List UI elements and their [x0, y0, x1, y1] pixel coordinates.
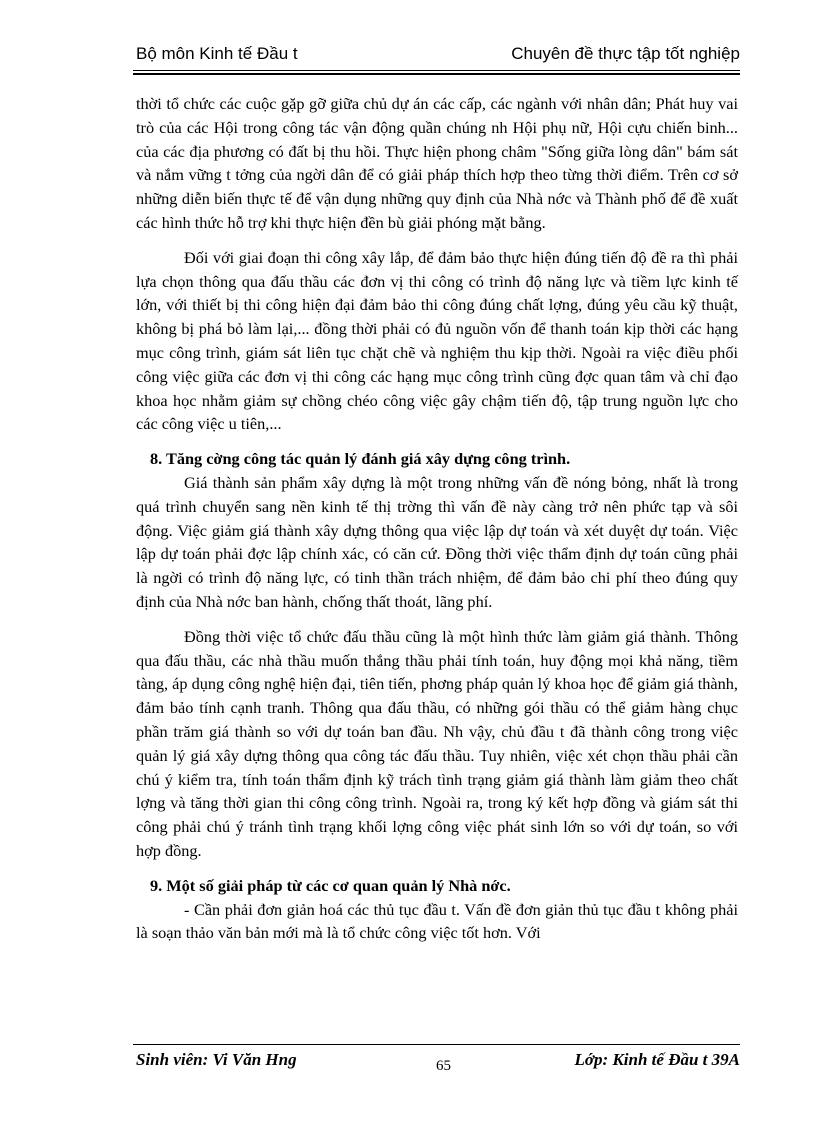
header-department: Bộ môn Kinh tế Đầu t	[136, 44, 298, 63]
page-footer	[136, 1050, 740, 1080]
header-rule	[133, 70, 740, 75]
footer-class: Lớp: Kinh tế Đầu t 39A	[574, 1050, 740, 1069]
footer-student: Sinh viên: Vi Văn Hng	[136, 1050, 297, 1069]
section-heading-9: 9. Một số giải pháp từ các cơ quan quản lý Nhà nớc.	[150, 875, 511, 895]
page-header	[136, 44, 740, 70]
paragraph-4: Đồng thời việc tổ chức đấu thầu cũng là một hình thức làm giảm giá thành. Thông qua đấu thầu, các nhà thầu muốn thắng thầu phải tính toán, huy động mọi khả năng, tiềm tàng, áp dụng công nghệ hiện đại, tiên tiến, phơng pháp quản lý khoa học để giảm giá thành, đảm bảo tính cạnh tranh. Thông qua đấu thầu, có những gói thầu có thể giảm hàng chục phần trăm giá thành so với dự toán ban đầu. Nh vậy, chủ đầu t đã thành công trong việc quản lý giá xây dựng thông qua công tác đấu thầu. Tuy nhiên, việc xét chọn thầu phải cần chú ý kiểm tra, tính toán thẩm định kỹ trách tình trạng giảm giá thành làm giảm theo chất lợng và tăng thời gian thi công công trình. Ngoài ra, trong ký kết hợp đồng và giám sát thi công phải chú ý tránh tình trạng khối lợng công việc phát sinh lớn so với dự toán, so với hợp đồng.	[136, 626, 738, 860]
header-report-title: Chuyên đề thực tập tốt nghiệp	[511, 44, 740, 63]
footer-rule	[133, 1044, 740, 1045]
page-body	[136, 92, 738, 945]
paragraph-2: Đối với giai đoạn thi công xây lắp, để đảm bảo thực hiện đúng tiến độ đề ra thì phải lựa chọn thông qua đấu thầu các đơn vị thi công có trình độ năng lực và tiềm lực kinh tế lớn, với thiết bị thi công hiện đại đảm bảo thi công đúng chất lợng, đúng yêu cầu kỹ thuật, không bị phá bỏ làm lại,... đồng thời phải có đủ nguồn vốn để thanh toán kịp thời các hạng mục công trình, giám sát liên tục chặt chẽ và nghiệm thu kịp thời. Ngoài ra việc điều phối công việc giữa các đơn vị thi công các hạng mục công trình cũng đợc quan tâm và chỉ đạo khoa học nhằm giảm sự chồng chéo công việc gây chậm tiến độ, tập trung nguồn lực cho các công việc u tiên,...	[136, 247, 738, 434]
paragraph-5: - Cần phải đơn giản hoá các thủ tục đầu t. Vấn đề đơn giản thủ tục đầu t không phải là soạn thảo văn bản mới mà là tổ chức công việc tốt hơn. Với	[136, 899, 738, 943]
paragraph-3: Giá thành sản phẩm xây dựng là một trong những vấn đề nóng bỏng, nhất là trong quá trình chuyển sang nền kinh tế thị trờng thì vấn đề này càng trở nên phức tạp và sôi động. Việc giảm giá thành xây dựng thông qua việc lập dự toán và xét duyệt dự toán. Việc lập dự toán phải đợc lập chính xác, có căn cứ. Đồng thời việc thẩm định dự toán cũng phải là ngời có trình độ năng lực, có tinh thần trách nhiệm, để đảm bảo chi phí theo đúng quy định của Nhà nớc ban hành, chống thất thoát, lãng phí.	[136, 472, 738, 611]
page-number: 65	[436, 1058, 451, 1074]
paragraph-1: thời tổ chức các cuộc gặp gỡ giữa chủ dự án các cấp, các ngành với nhân dân; Phát huy vai trò của các Hội trong công tác vận động quần chúng nh Hội phụ nữ, Hội cựu chiến binh... của các địa phương có đất bị thu hồi. Thực hiện phong châm "Sống giữa lòng dân" bám sát và nắm vững t tởng của ngời dân để có giải pháp thích hợp theo từng thời điểm. Trên cơ sở những diễn biến thực tế để vận dụng những quy định của Nhà nớc và Thành phố để đề xuất các hình thức hỗ trợ khi thực hiện đền bù giải phóng mặt bằng.	[136, 94, 738, 232]
section-heading-8: 8. Tăng cờng công tác quản lý đánh giá xây dựng công trình.	[150, 449, 571, 469]
